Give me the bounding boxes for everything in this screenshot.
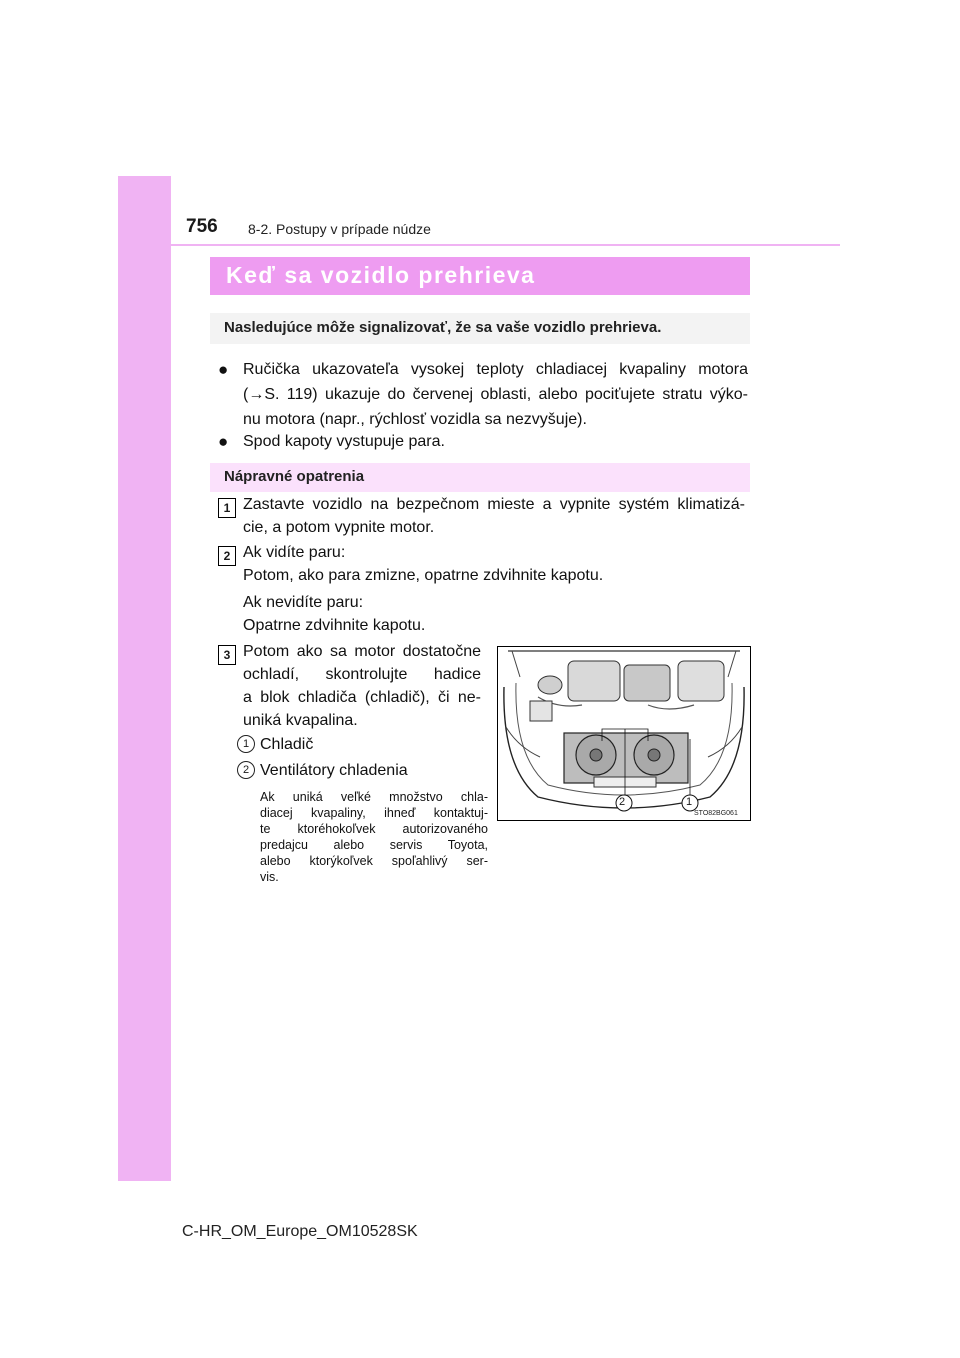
callout-number-icon: 2 [237,761,255,779]
header-rule [171,244,840,246]
callout-number-icon: 1 [237,735,255,753]
note-text: Ak uniká veľké množstvo chla- diacej kvapaliny, ihneď kontaktuj- te ktoréhokoľvek autorizovaného predajcu alebo servis Toyota, alebo ktorýkoľvek spoľahlivý ser- vis. [260,790,488,884]
intro-text: Nasledujúce môže signalizovať, že sa vaše vozidlo prehrieva. [224,319,662,336]
intro-bar [210,313,750,344]
bullet-text: Spod kapoty vystupuje para. [243,433,445,450]
section-title-bar [210,257,750,295]
bullet-icon: ● [218,360,229,379]
step-text: Zastavte vozidlo na bezpečnom mieste a vypnite systém klimatizá- cie, a potom vypnite motor. [243,496,745,536]
step-number: 2 [218,546,236,566]
step-number: 1 [218,498,236,518]
step-text: Potom ako sa motor dostatočne ochladí, skontrolujte hadice a blok chladiča (chladič), či ne- uniká kvapalina. [243,643,481,729]
engine-bay-illustration [498,647,750,820]
subsection-title: Nápravné opatrenia [224,468,365,485]
bullet-text: Ručička ukazovateľa vysokej teploty chladiacej kvapaliny motora (→S. 119) ukazuje do červenej oblasti, alebo pociťujete stratu výko- nu motora (napr., rýchlosť vozidla sa nezvyšuje). [243,361,748,428]
legend-label: Chladič [260,736,314,753]
subsection-bar [210,463,750,492]
bullet-icon: ● [218,432,229,451]
figure-callout-1: 1 [686,796,693,808]
page-title: Keď sa vozidlo prehrieva [226,262,536,288]
figure-code: STO82BG061 [694,810,738,817]
engine-bay-figure [497,646,751,821]
step-text-alt: Ak nevidíte paru: Opatrne zdvihnite kapotu. [243,594,426,634]
figure-callout-2: 2 [619,796,626,808]
page-number: 756 [186,216,218,237]
side-color-band [118,176,171,1181]
step-text: Ak vidíte paru: Potom, ako para zmizne, opatrne zdvihnite kapotu. [243,544,604,584]
legend-label: Ventilátory chladenia [260,762,408,779]
footer-doc-id: C-HR_OM_Europe_OM10528SK [182,1223,418,1240]
chapter-title: 8-2. Postupy v prípade núdze [248,221,431,237]
step-number: 3 [218,645,236,665]
